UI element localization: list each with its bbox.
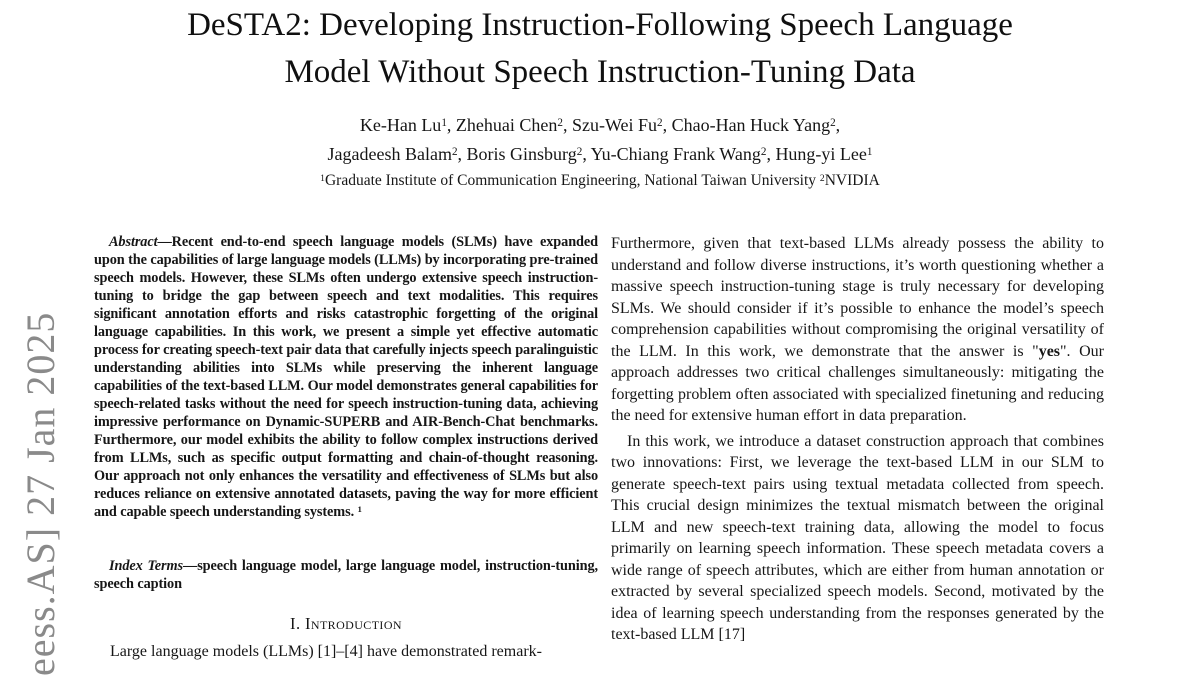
introduction-first-paragraph: Large language models (LLMs) [1]–[4] have demonstrated remark- (110, 643, 542, 660)
paper-header (0, 0, 1200, 192)
arxiv-watermark: eess.AS] 27 Jan 2025 (18, 311, 63, 676)
right-column-paragraph-2: In this work, we introduce a dataset construction approach that combines two innovations: First, we leverage the text-based LLM in our SLM to generate speech-text pairs using textual metadata collected from speech. This crucial design minimizes the textual mismatch between the original LLM and new speech-text training data, allowing the model to focus primarily on learning speech information. These speech metadata covers a wide range of speech attributes, which are either from human annotation or extracted by several specialized speech models. Second, motivated by the idea of learning speech understanding from the responses generated by the text-based LLM [17] (611, 432, 1104, 643)
index-terms-paragraph: Index Terms—speech language model, large language model, instruction-tuning, speech caption (94, 558, 598, 592)
abstract-paragraph: Abstract—Recent end-to-end speech language models (SLMs) have expanded upon the capabilities of large language models (LLMs) by incorporating pre-trained speech models. However, these SLMs often undergo extensive speech instruction-tuning to bridge the gap between speech and text modalities. This requires significant annotation efforts and risks catastrophic forgetting of the original language capabilities. In this work, we present a simple yet effective automatic process for creating speech-text pair data that carefully injects speech paralinguistic understanding abilities into SLMs while preserving the inherent language capabilities of the text-based LLM. Our model demonstrates general capabilities for speech-related tasks without the need for speech instruction-tuning data, achieving impressive performance on Dynamic-SUPERB and AIR-Bench-Chat benchmarks. Furthermore, our model exhibits the ability to follow complex instructions derived from LLMs, such as specific output formatting and chain-of-thought reasoning. Our approach not only enhances the versatility and effectiveness of SLMs but also reduces reliance on extensive annotated datasets, paving the way for more efficient and capable speech understanding systems. $^1$ (94, 234, 598, 520)
authors-line-1: Ke-Han Lu$^1$, Zhehuai Chen$^2$, Szu-Wei Fu$^2$, Chao-Han Huck Yang$^2$, (359, 115, 841, 135)
affiliation-line: $^1$Graduate Institute of Communication Engineering, National Taiwan University $^2$NVIDIA (320, 172, 880, 189)
left-column (94, 233, 598, 663)
paper-title-line-1: DeSTA2: Developing Instruction-Following Speech Language (187, 7, 1013, 43)
section-heading-introduction: I. Introduction (290, 614, 402, 633)
paper-title-line-2: Model Without Speech Instruction-Tuning Data (284, 54, 916, 90)
right-column (611, 233, 1104, 646)
author-block (0, 111, 1200, 169)
right-column-paragraph-1: Furthermore, given that text-based LLMs already possess the ability to understand and follow diverse instructions, it’s worth questioning whether a massive speech instruction-tuning stage is truly necessary for developing SLMs. We should consider if it’s possible to enhance the model’s speech comprehension capabilities without compromising the original versatility of the LLM. In this work, we demonstrate that the answer is "yes". Our approach addresses two critical challenges simultaneously: mitigating the forgetting problem often associated with specialized finetuning and reducing the need for extensive human effort in data preparation. (611, 235, 1104, 424)
authors-line-2: Jagadeesh Balam$^2$, Boris Ginsburg$^2$, Yu-Chiang Frank Wang$^2$, Hung-yi Lee$^1$ (327, 144, 873, 164)
